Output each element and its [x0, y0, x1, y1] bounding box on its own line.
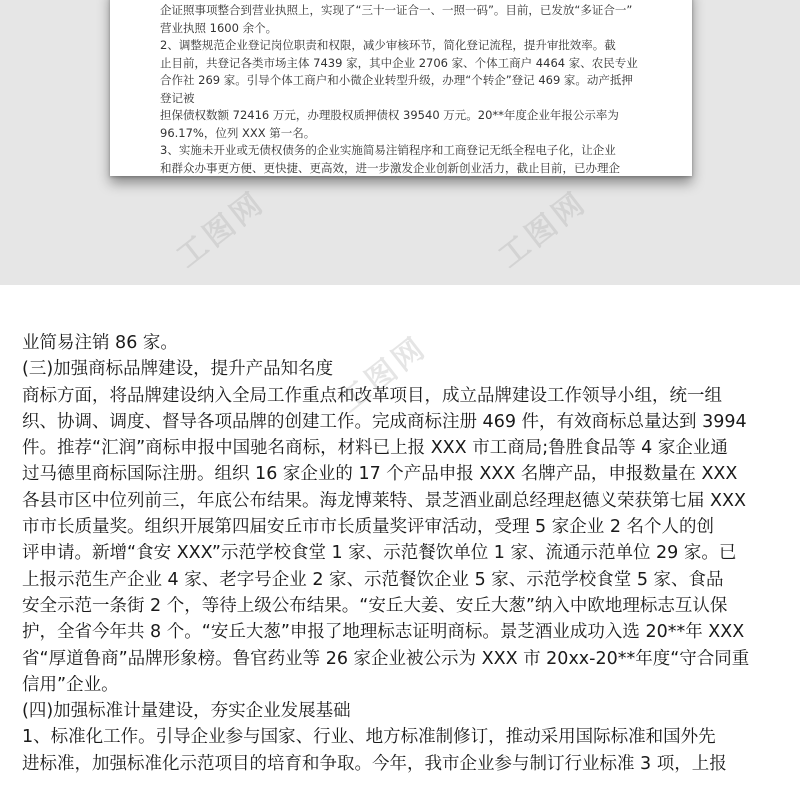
body-text-line: 评申请。新增“食安 XXX”示范学校食堂 1 家、示范餐饮单位 1 家、流通示范单位 29 家。已: [22, 543, 737, 564]
body-text-line: 业简易注销 86 家。: [22, 333, 178, 353]
card-text-line: 96.17%，位列 XXX 第一名。: [160, 125, 316, 140]
body-text-line: 安全示范一条街 2 个，等待上级公布结果。“安丘大姜、安丘大葱”纳入中欧地理标志互认保: [22, 595, 728, 616]
body-text-line: 商标方面，将品牌建设纳入全局工作重点和改革项目，成立品牌建设工作领导小组，统一组: [22, 385, 722, 406]
card-text-line: 2、调整规范企业登记岗位职责和权限，减少审核环节，简化登记流程，提升审批效率。截: [160, 38, 616, 52]
body-text-line: (三)加强商标品牌建设，提升产品知名度: [22, 359, 334, 380]
body-text-line: 件。推荐“汇润”商标申报中国驰名商标，材料已上报 XXX 市工商局;鲁胜食品等 4 家企业通: [22, 438, 728, 459]
watermark: 工图网: [492, 184, 595, 275]
card-text-line: 登记被: [160, 90, 195, 105]
watermark: 工图网: [170, 184, 273, 275]
body-text-line: 1、标准化工作。引导企业参与国家、行业、地方标准制修订，推动采用国际标准和国外先: [22, 727, 716, 748]
body-text-line: 过马德里商标国际注册。组织 16 家企业的 17 个产品申报 XXX 名牌产品，申报数量在 XXX: [22, 464, 738, 485]
card-text-line: 企证照事项整合到营业执照上，实现了“三十一证合一、一照一码”。目前，已发放“多证合一”: [160, 3, 633, 17]
card-text-line: 3、实施未开业或无债权债务的企业实施简易注销程序和工商登记无纸全程电子化，让企业: [160, 143, 616, 157]
card-text-line: 担保债权数额 72416 万元，办理股权质押债权 39540 万元。20**年度企业年报公示率为: [160, 108, 619, 122]
body-text-line: 进标准，加强标准化示范项目的培育和争取。今年，我市企业参与制订行业标准 3 项，上报: [22, 753, 727, 774]
card-text-block: [110, 0, 692, 176]
card-text-line: 营业执照 1600 余个。: [160, 20, 278, 35]
card-text-line: 和群众办事更方便、更快捷、更高效，进一步激发企业创新创业活力，截止目前，已办理企: [160, 160, 620, 175]
body-text-line: 护，全省今年共 8 个。“安丘大葱”申报了地理标志证明商标。景芝酒业成功入选 20**年 XXX: [22, 622, 745, 643]
card-text-line: 止目前，共登记各类市场主体 7439 家，其中企业 2706 家、个体工商户 4464 家、农民专业: [160, 55, 638, 70]
body-text-line: 各县市区中位列前三，年底公布结果。海龙博莱特、景芝酒业副总经理赵德义荣获第七届 XXX: [22, 490, 747, 511]
body-text-line: 省“厚道鲁商”品牌形象榜。鲁官药业等 26 家企业被公示为 XXX 市 20xx-20**年度“守合同重: [22, 648, 750, 669]
body-text-line: 上报示范生产企业 4 家、老字号企业 2 家、示范餐饮企业 5 家、示范学校食堂 5 家、食品: [22, 569, 724, 590]
body-text-line: 市市长质量奖。组织开展第四届安丘市市长质量奖评审活动，受理 5 家企业 2 名个人的创: [22, 517, 715, 538]
body-text-line: (四)加强标准计量建设，夯实企业发展基础: [22, 701, 351, 722]
watermark: 工图网: [332, 329, 435, 420]
body-text-line: 织、协调、调度、督导各项品牌的创建工作。完成商标注册 469 件，有效商标总量达到 3994: [22, 411, 747, 432]
card-text-line: 合作社 269 家。引导个体工商户和小微企业转型升级，办理“个转企”登记 469 家。动产抵押: [160, 73, 633, 87]
document-preview-card: [110, 0, 692, 176]
body-text-line: 信用”企业。: [22, 674, 119, 695]
document-body: [0, 330, 800, 777]
